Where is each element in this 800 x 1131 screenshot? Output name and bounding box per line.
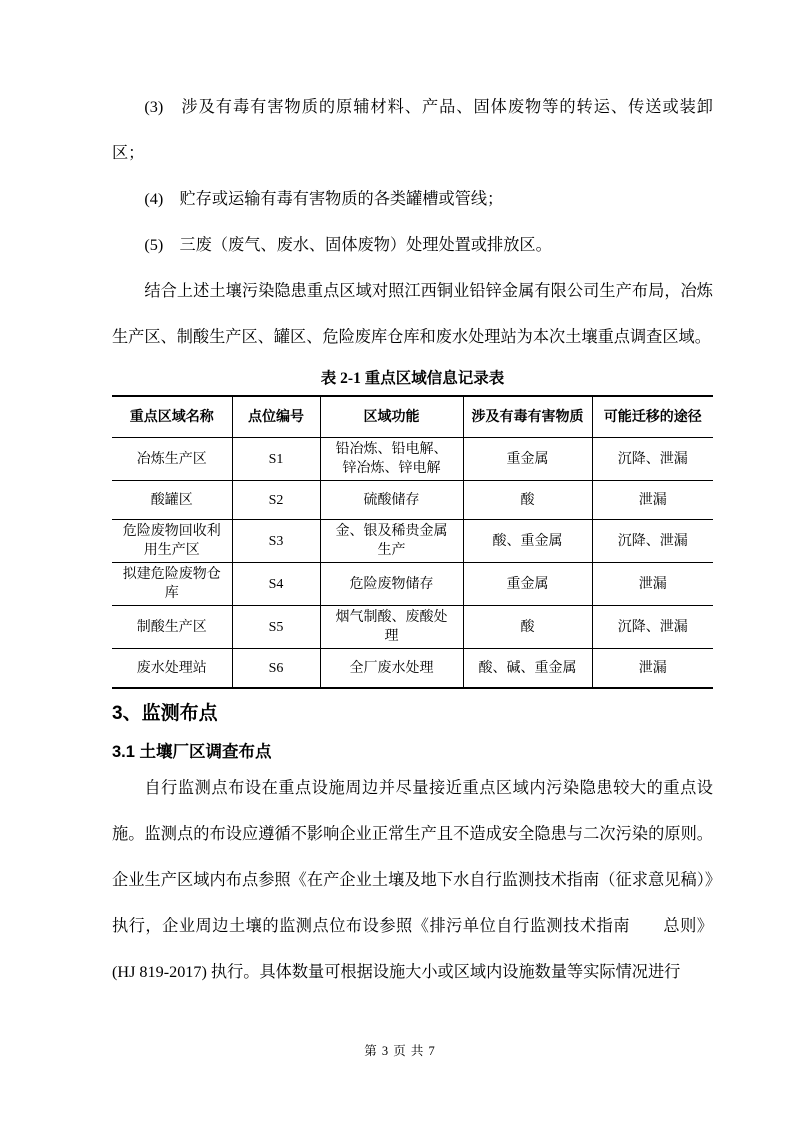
cell-point-id: S5 (232, 606, 320, 649)
cell-migration-path: 沉降、泄漏 (592, 438, 713, 481)
cell-area-function: 铅冶炼、铅电解、锌冶炼、锌电解 (320, 438, 463, 481)
cell-area-function: 硫酸储存 (320, 481, 463, 520)
cell-point-id: S4 (232, 563, 320, 606)
cell-substances: 重金属 (463, 563, 592, 606)
cell-area-name: 拟建危险废物仓库 (112, 563, 232, 606)
header-migration-path: 可能迁移的途径 (592, 396, 713, 438)
cell-substances: 酸 (463, 481, 592, 520)
cell-migration-path: 泄漏 (592, 649, 713, 689)
cell-area-name: 冶炼生产区 (112, 438, 232, 481)
header-area-function: 区域功能 (320, 396, 463, 438)
cell-substances: 重金属 (463, 438, 592, 481)
table-row-s6 (112, 649, 713, 689)
cell-migration-path: 沉降、泄漏 (592, 520, 713, 563)
list-item-5: (5) 三废（废气、废水、固体废物）处理处置或排放区。 (144, 236, 552, 254)
cell-migration-path: 泄漏 (592, 481, 713, 520)
cell-area-name: 废水处理站 (136, 660, 207, 676)
table-row-s1 (112, 438, 713, 481)
list-item-4: (4) 贮存或运输有毒有害物质的各类罐槽或管线； (144, 190, 504, 208)
header-area-name: 重点区域名称 (112, 396, 232, 438)
cell-area-function: 全厂废水处理 (320, 649, 463, 689)
cell-point-id: S1 (232, 438, 320, 481)
table-row-s2 (112, 481, 713, 520)
paragraph-production-layout: 结合上述土壤污染隐患重点区域对照江西铜业铅锌金属有限公司生产布局，冶炼生产区、制酸生产区、罐区、危险废库仓库和废水处理站为本次土壤重点调查区域。 (112, 282, 713, 346)
header-substances: 涉及有毒有害物质 (463, 396, 592, 438)
cell-substances: 酸 (463, 606, 592, 649)
page-number: 第 3 页 共 7 (364, 1044, 436, 1058)
table-header-row (112, 396, 713, 438)
table-row-s3 (112, 520, 713, 563)
table-row-s5 (112, 606, 713, 649)
cell-area-name: 制酸生产区 (112, 606, 232, 649)
cell-point-id: S3 (232, 520, 320, 563)
cell-substances: 酸、碱、重金属 (463, 649, 592, 689)
key-area-info-table (112, 395, 713, 689)
cell-point-id: S6 (232, 649, 320, 689)
cell-substances: 酸、重金属 (463, 520, 592, 563)
paragraph-monitoring-points: 自行监测点布设在重点设施周边并尽量接近重点区域内污染隐患较大的重点设施。监测点的布设应遵循不影响企业正常生产且不造成安全隐患与二次污染的原则。企业生产区域内布点参照《在产企业土壤及地下水自行监测技术指南（征求意见稿）》执行，企业周边土壤的监测点位布设参照《排污单位自行监测技术指南 总则》(HJ 819-2017) 执行。具体数量可根据设施大小或区域内设施数量等实际情况进行 (112, 779, 713, 981)
cell-area-name: 危险废物回收利用生产区 (112, 520, 232, 563)
subsection-heading-soil-survey: 3.1 土壤厂区调查布点 (112, 743, 272, 761)
table-title: 表 2-1 重点区域信息记录表 (320, 370, 505, 387)
list-item-3: (3) 涉及有毒有害物质的原辅材料、产品、固体废物等的转运、传送或装卸区； (112, 98, 713, 162)
cell-migration-path: 沉降、泄漏 (592, 606, 713, 649)
header-point-id: 点位编号 (232, 396, 320, 438)
section-heading-monitoring: 3、监测布点 (112, 703, 218, 724)
cell-area-function: 危险废物储存 (320, 563, 463, 606)
cell-migration-path: 泄漏 (592, 563, 713, 606)
cell-area-name: 酸罐区 (112, 481, 232, 520)
table-row-s4 (112, 563, 713, 606)
cell-point-id: S2 (232, 481, 320, 520)
cell-area-function: 烟气制酸、废酸处理 (320, 606, 463, 649)
cell-area-function: 金、银及稀贵金属生产 (320, 520, 463, 563)
